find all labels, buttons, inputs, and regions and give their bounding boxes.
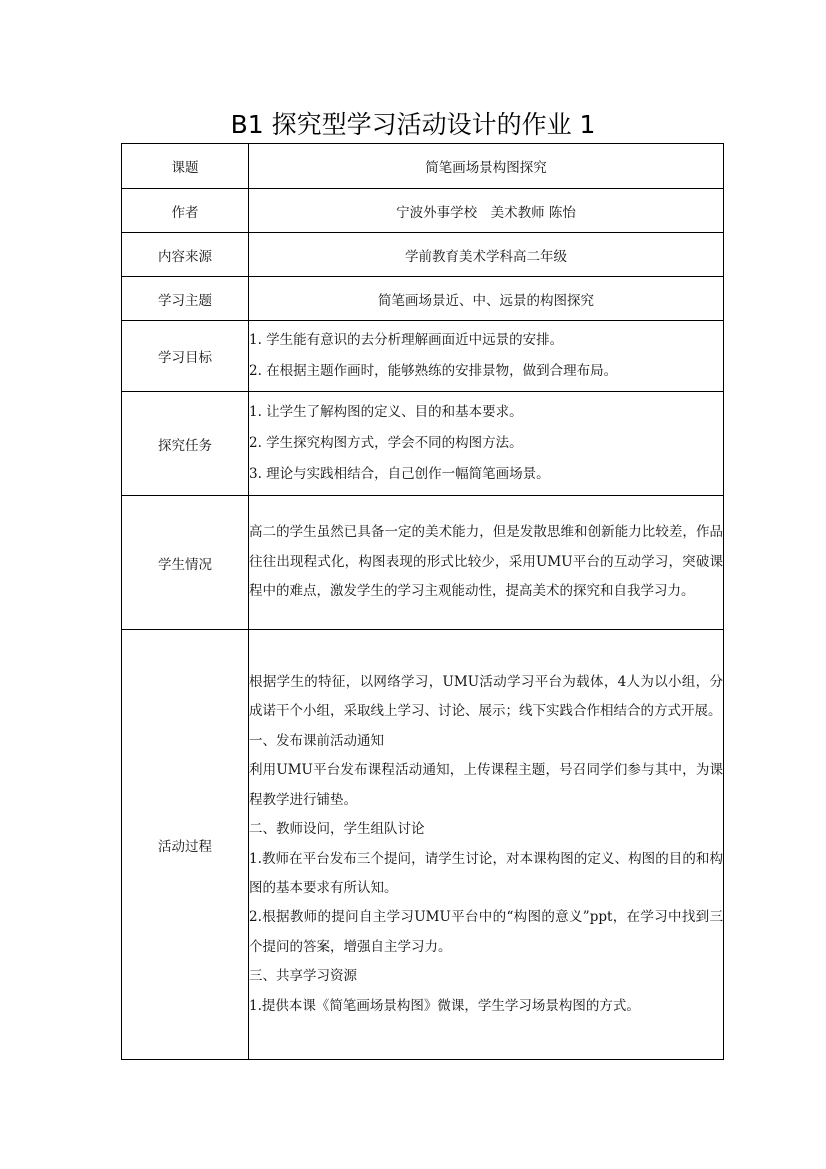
row-source: [122, 233, 724, 277]
label-process: 活动过程: [122, 630, 249, 1060]
value-process: [249, 630, 724, 1060]
process-heading: 二、教师设问，学生组队讨论: [249, 821, 425, 838]
label-author: 作者: [122, 189, 249, 233]
task-item: 2. 学生探究构图方式，学会不同的构图方法。: [249, 435, 523, 451]
label-topic: 课题: [122, 144, 249, 189]
process-paragraph: 1.教师在平台发布三个提问，请学生讨论，对本课构图的定义、构图的目的和构图的基本要求有所认知。: [249, 850, 723, 896]
value-source: 学前教育美术学科高二年级: [249, 233, 724, 277]
value-author: 宁波外事学校 美术教师 陈怡: [249, 189, 724, 233]
goal-item: 2. 在根据主题作画时，能够熟练的安排景物，做到合理布局。: [249, 363, 618, 379]
process-heading: 一、发布课前活动通知: [249, 732, 384, 749]
process-paragraph: 根据学生的特征，以网络学习，UMU活动学习平台为载体，4人为以小组，分成诺干个小组，采取线上学习、讨论、展示；线下实践合作相结合的方式开展。: [249, 674, 723, 720]
document-title: B1 探究型学习活动设计的作业 1: [230, 110, 596, 139]
value-theme: 简笔画场景近、中、远景的构图探究: [249, 277, 724, 321]
value-students: [249, 496, 724, 630]
students-paragraph: 高二的学生虽然已具备一定的美术能力，但是发散思维和创新能力比较差，作品往往出现程式化，构图表现的形式比较少，采用UMU平台的互动学习，突破课程中的难点，激发学生的学习主观能动性，提高美术的探究和自我学习力。: [249, 524, 723, 600]
task-item: 3. 理论与实践相结合，自己创作一幅简笔画场景。: [249, 466, 550, 482]
label-students: 学生情况: [122, 496, 249, 630]
process-paragraph: 2.根据教师的提问自主学习UMU平台中的“构图的意义”ppt，在学习中找到三个提问的答案，增强自主学习力。: [249, 909, 723, 955]
label-tasks: 探究任务: [122, 392, 249, 496]
goal-item: 1. 学生能有意识的去分析理解画面近中远景的安排。: [249, 332, 564, 348]
process-paragraph: 1.提供本课《简笔画场景构图》微课，学生学习场景构图的方式。: [249, 997, 640, 1014]
row-author: [122, 189, 724, 233]
process-heading: 三、共享学习资源: [249, 968, 357, 985]
label-theme: 学习主题: [122, 277, 249, 321]
row-process: [122, 630, 724, 1060]
row-theme: [122, 277, 724, 321]
value-topic: 简笔画场景构图探究: [249, 144, 724, 189]
activity-design-table: [121, 143, 724, 1060]
value-goals: [249, 321, 724, 392]
value-tasks: [249, 392, 724, 496]
label-source: 内容来源: [122, 233, 249, 277]
label-goals: 学习目标: [122, 321, 249, 392]
row-students: [122, 496, 724, 630]
row-topic: [122, 144, 724, 189]
row-tasks: [122, 392, 724, 496]
row-goals: [122, 321, 724, 392]
task-item: 1. 让学生了解构图的定义、目的和基本要求。: [249, 404, 523, 420]
process-paragraph: 利用UMU平台发布课程活动通知，上传课程主题，号召同学们参与其中，为课程教学进行铺垫。: [249, 762, 723, 808]
